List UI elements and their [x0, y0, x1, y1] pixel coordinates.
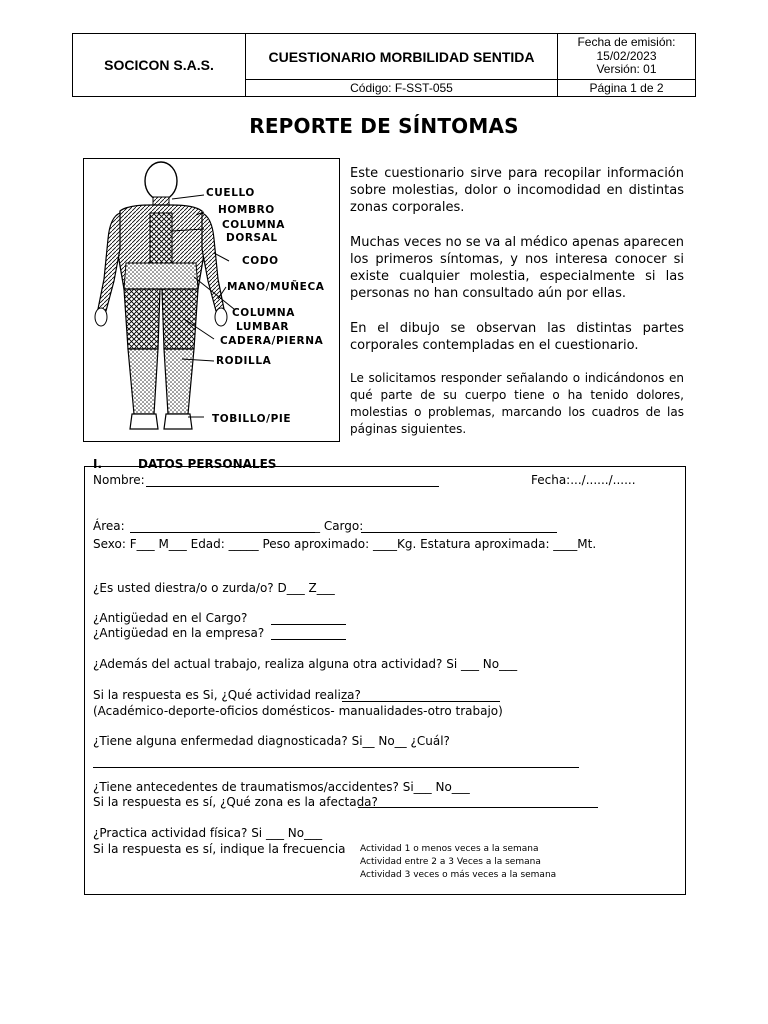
form-code: Código: F-SST-055 — [246, 80, 558, 97]
trauma-history-question[interactable]: ¿Tiene antecedentes de traumatismos/accidentes? Si___ No___ — [93, 780, 470, 794]
label-columna-lumbar-1: COLUMNA — [232, 307, 296, 319]
company-name: SOCICON S.A.S. — [73, 34, 246, 97]
sex-age-weight-height-line[interactable]: Sexo: F___ M___ Edad: _____ Peso aproximado: ____Kg. Estatura aproximada: ____Mt. — [93, 537, 597, 551]
issue-info — [558, 34, 696, 80]
affected-zone-label: Si la respuesta es sí, ¿Qué zona es la afectada? — [93, 795, 378, 809]
intro-paragraph-1: Este cuestionario sirve para recopilar información sobre molestias, dolor o incomodidad en distintas zonas corporales. — [350, 166, 684, 215]
frequency-label: Si la respuesta es sí, indique la frecuencia — [93, 842, 346, 856]
date-field[interactable]: Fecha:.../....../...... — [531, 473, 636, 487]
label-mano-muneca: MANO/MUÑECA — [227, 281, 325, 293]
label-columna-dorsal-2: DORSAL — [226, 232, 278, 244]
frequency-option-1[interactable]: Actividad 1 o menos veces a la semana — [360, 844, 539, 854]
header-table — [72, 33, 696, 97]
cargo-field[interactable] — [361, 532, 557, 533]
seniority-company-label: ¿Antigüedad en la empresa? — [93, 626, 265, 640]
label-rodilla: RODILLA — [216, 355, 272, 367]
label-cuello: CUELLO — [206, 187, 255, 199]
page-number: Página 1 de 2 — [558, 80, 696, 97]
issue-date: 15/02/2023 — [596, 48, 657, 63]
intro-paragraph-2: Muchas veces no se va al médico apenas aparecen los primeros síntomas, y nos interesa conocer si existe cualquier molestia, especialmente si las personas no han consultado aún por ellas. — [350, 235, 684, 301]
label-tobillo-pie: TOBILLO/PIE — [212, 413, 292, 425]
seniority-position-field[interactable] — [271, 624, 346, 625]
intro-paragraph-3: En el dibujo se observan las distintas partes corporales contempladas en el cuestionario. — [350, 321, 684, 353]
physical-activity-question[interactable]: ¿Practica actividad física? Si ___ No___ — [93, 826, 323, 840]
label-columna-dorsal-1: COLUMNA — [222, 219, 286, 231]
name-field[interactable] — [146, 486, 439, 487]
version: Versión: 01 — [596, 62, 657, 77]
label-hombro: HOMBRO — [218, 204, 275, 216]
label-columna-lumbar-2: LUMBAR — [236, 321, 290, 333]
seniority-position-label: ¿Antigüedad en el Cargo? — [93, 611, 248, 625]
body-map-figure — [83, 158, 340, 442]
activity-type-options: (Académico-deporte-oficios domésticos- manualidades-otro trabajo) — [93, 704, 503, 718]
issue-date-label: Fecha de emisión: — [577, 35, 676, 50]
cargo-label: _ Cargo: — [314, 519, 364, 533]
frequency-option-3[interactable]: Actividad 3 veces o más veces a la semana — [360, 870, 557, 880]
area-field[interactable] — [130, 532, 315, 533]
handedness-question[interactable]: ¿Es usted diestra/o o zurda/o? D___ Z___ — [93, 581, 335, 595]
label-cadera-pierna: CADERA/PIERNA — [220, 335, 324, 347]
seniority-company-field[interactable] — [271, 639, 346, 640]
other-activity-question[interactable]: ¿Además del actual trabajo, realiza alguna otra actividad? Si ___ No___ — [93, 657, 518, 671]
section-title: DATOS PERSONALES — [138, 457, 277, 471]
section-number: I. — [93, 457, 103, 471]
activity-type-field[interactable] — [342, 701, 500, 702]
frequency-option-2[interactable]: Actividad entre 2 a 3 Veces a la semana — [360, 857, 541, 867]
label-codo: CODO — [242, 255, 279, 267]
intro-paragraph-4: Le solicitamos responder señalando o indicándonos en qué parte de su cuerpo tiene o ha tenido dolores, molestias o problemas, marcando los cuadros de las páginas siguientes. — [350, 371, 684, 436]
activity-type-label: Si la respuesta es Si, ¿Qué actividad realiza? — [93, 688, 361, 702]
body-silhouette — [84, 159, 339, 441]
affected-zone-field[interactable] — [358, 807, 598, 808]
diagnosed-disease-question[interactable]: ¿Tiene alguna enfermedad diagnosticada? Si__ No__ ¿Cuál? — [93, 734, 450, 748]
document-title: REPORTE DE SÍNTOMAS — [249, 114, 519, 138]
area-label: Área: — [93, 519, 125, 533]
form-title: CUESTIONARIO MORBILIDAD SENTIDA — [246, 34, 558, 80]
diagnosed-disease-field[interactable] — [93, 767, 579, 768]
name-label: Nombre: — [93, 473, 145, 487]
